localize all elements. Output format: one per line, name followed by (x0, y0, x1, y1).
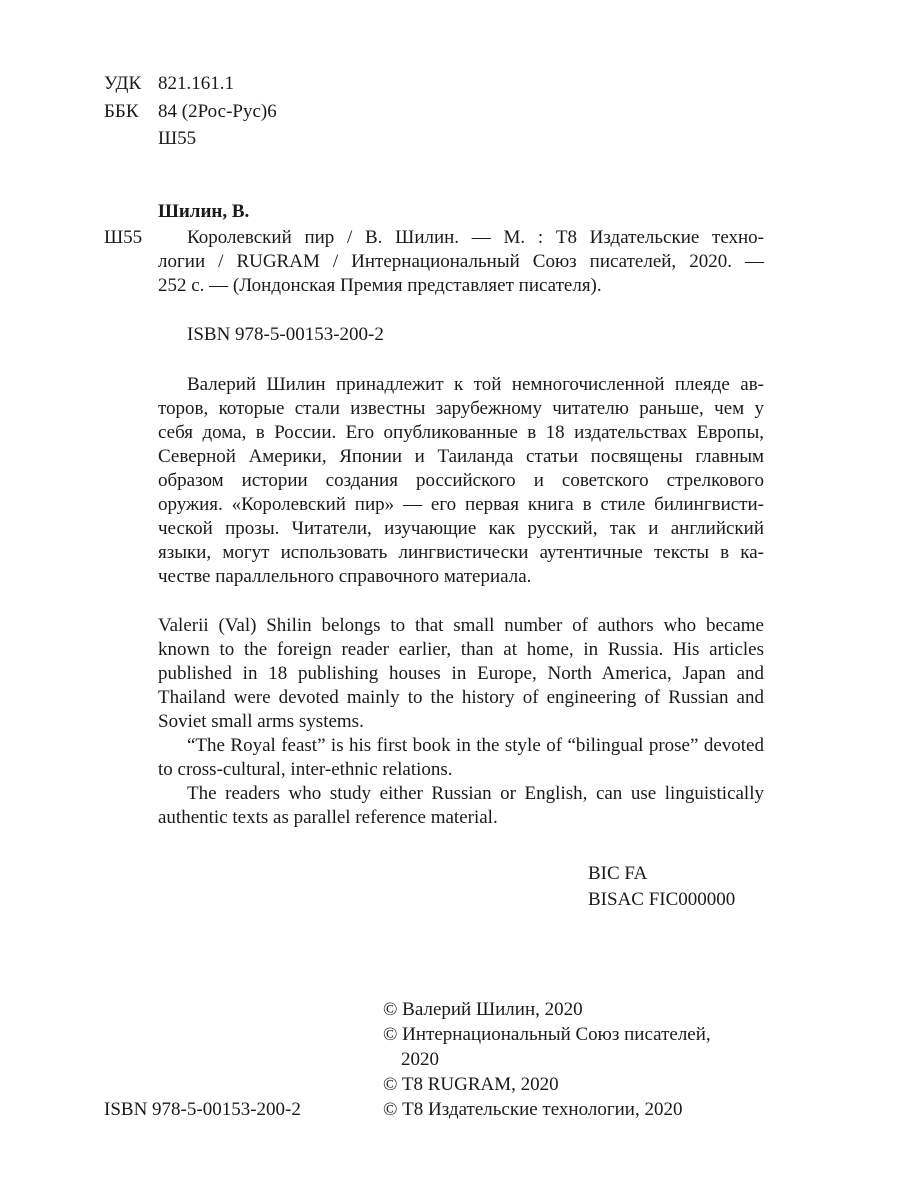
annotation-ru-line: торов, которые стали известны зарубежному читателю раньше, чем у (158, 398, 764, 419)
annotation-ru-line: Северной Америки, Японии и Таиланда статьи посвящены главным (158, 446, 764, 467)
annotation-en-line: authentic texts as parallel reference material. (158, 807, 498, 828)
annotation-en-line: to cross-cultural, inter-ethnic relations. (158, 759, 453, 780)
description-line: Королевский пир / В. Шилин. — М. : Т8 Издательские техно- (187, 227, 764, 248)
copyright-line: © Валерий Шилин, 2020 (383, 999, 583, 1020)
udk-value: 821.161.1 (158, 73, 234, 94)
description-line: 252 с. — (Лондонская Премия представляет писателя). (158, 275, 602, 296)
bic-code: BIC FA (588, 863, 648, 884)
bbk-label: ББК (104, 101, 139, 122)
bisac-code: BISAC FIC000000 (588, 889, 736, 910)
annotation-ru-line: языки, могут использовать лингвистически аутентичные тексты в ка- (158, 542, 764, 563)
author-mark-entry: Ш55 (104, 227, 143, 248)
annotation-en-line: The readers who study either Russian or English, can use linguistically (187, 783, 764, 804)
annotation-ru-line: образом истории создания российского и советского стрелкового (158, 470, 764, 491)
footer-isbn: ISBN 978-5-00153-200-2 (104, 1099, 301, 1120)
annotation-en-line: Valerii (Val) Shilin belongs to that small number of authors who became (158, 615, 764, 636)
bbk-value: 84 (2Рос-Рус)6 (158, 101, 277, 122)
annotation-ru-line: честве параллельного справочного материала. (158, 566, 532, 587)
annotation-ru-line: оружия. «Королевский пир» — его первая книга в стиле билингвисти- (158, 494, 764, 515)
annotation-en-line: Thailand were devoted mainly to the history of engineering of Russian and (158, 687, 764, 708)
annotation-en-line: known to the foreign reader earlier, than at home, in Russia. His articles (158, 639, 764, 660)
copyright-line: © Интернациональный Союз писателей, (383, 1024, 711, 1045)
annotation-ru-line: Валерий Шилин принадлежит к той немногочисленной плеяде ав- (187, 374, 764, 395)
copyright-line: © Т8 Издательские технологии, 2020 (383, 1099, 683, 1120)
annotation-en-line: “The Royal feast” is his first book in the style of “bilingual prose” devoted (187, 735, 764, 756)
bibliographic-description (158, 226, 764, 298)
author-heading: Шилин, В. (158, 201, 250, 222)
isbn-entry: ISBN 978-5-00153-200-2 (187, 324, 384, 345)
annotation-ru (158, 373, 764, 589)
annotation-ru-line: себя дома, в России. Его опубликованные в 18 издательствах Европы, (158, 422, 764, 443)
description-line: логии / RUGRAM / Интернациональный Союз писателей, 2020. — (158, 251, 764, 272)
annotation-en (158, 614, 764, 830)
annotation-ru-line: ческой прозы. Читатели, изучающие как русский, так и английский (158, 518, 764, 539)
copyright-line: 2020 (401, 1049, 439, 1070)
annotation-en-line: Soviet small arms systems. (158, 711, 364, 732)
author-mark: Ш55 (158, 128, 197, 149)
copyright-line: © T8 RUGRAM, 2020 (383, 1074, 559, 1095)
udk-label: УДК (104, 73, 142, 94)
annotation-en-line: published in 18 publishing houses in Europe, North America, Japan and (158, 663, 764, 684)
